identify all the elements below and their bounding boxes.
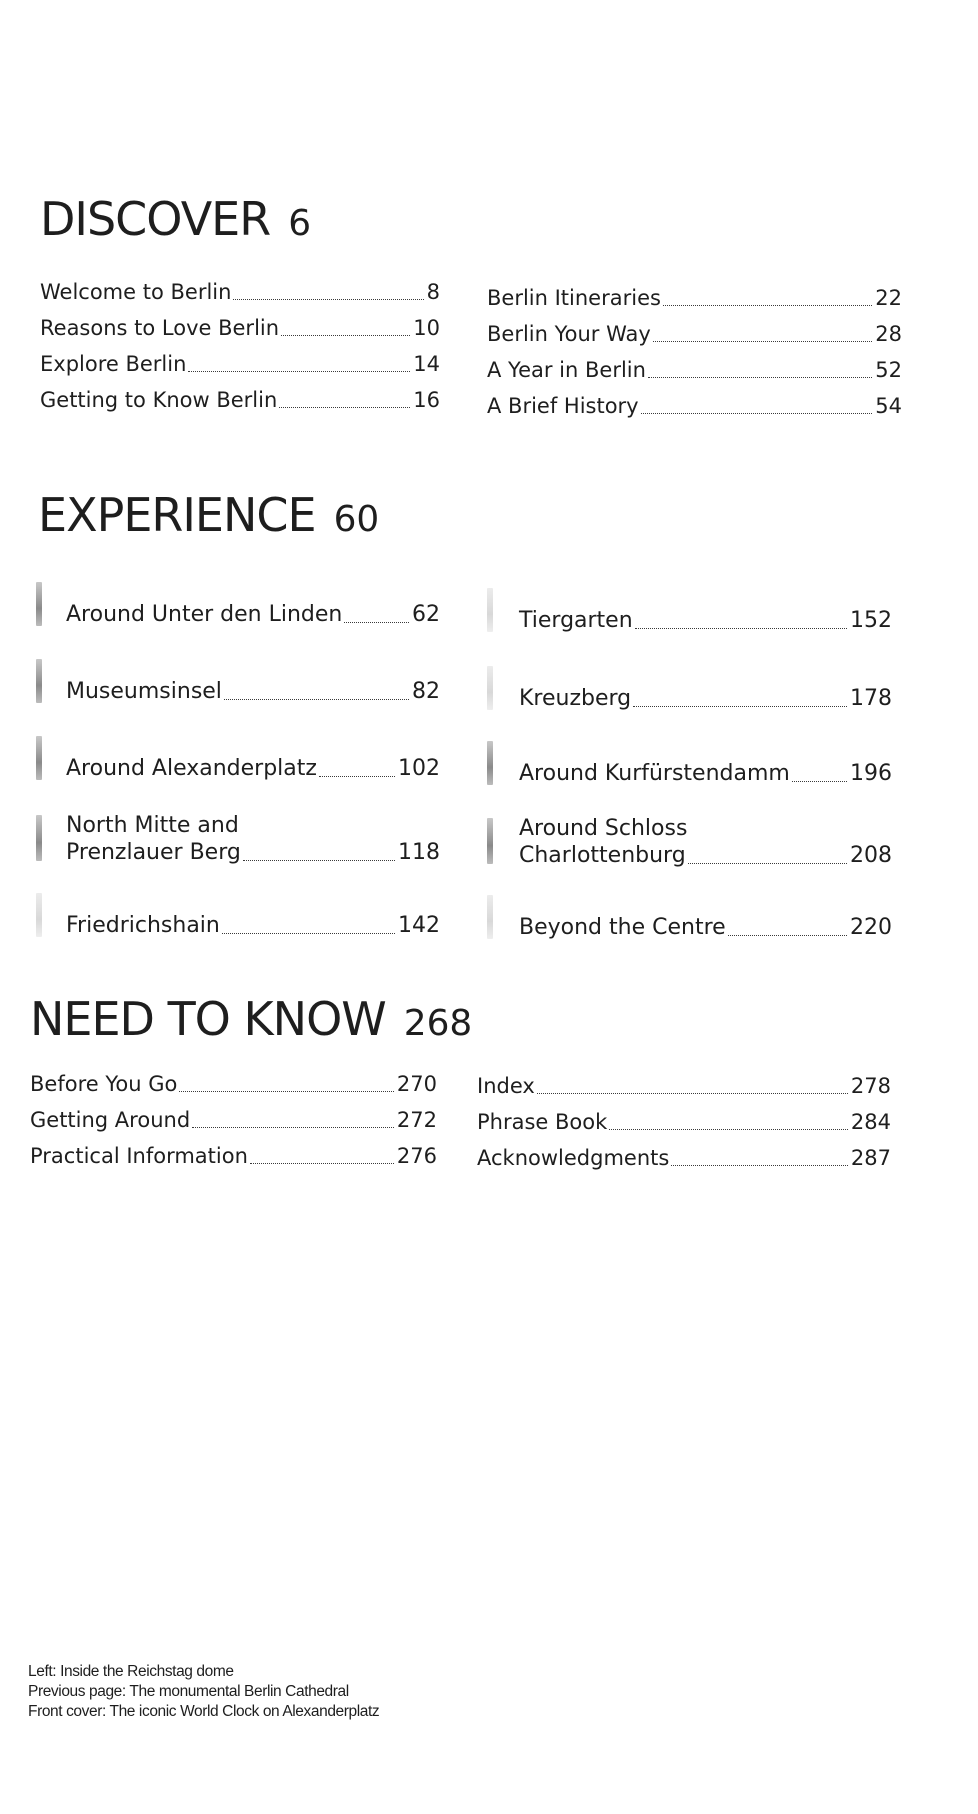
dot-leader xyxy=(537,1092,848,1094)
color-bar xyxy=(487,741,493,785)
color-bar xyxy=(487,818,493,864)
experience-entry[interactable] xyxy=(487,741,892,787)
experience-title: EXPERIENCE xyxy=(38,488,316,542)
toc-entry[interactable] xyxy=(40,282,440,303)
experience-entry[interactable] xyxy=(36,659,440,705)
toc-entry xyxy=(66,604,440,626)
experience-entry[interactable] xyxy=(36,815,440,865)
toc-entry[interactable] xyxy=(487,324,902,345)
dot-leader xyxy=(279,406,410,408)
toc-entry-page: 208 xyxy=(850,843,892,868)
dot-leader xyxy=(671,1164,848,1166)
color-bar xyxy=(487,588,493,632)
dot-leader xyxy=(319,775,395,777)
toc-entry-page: 62 xyxy=(412,602,440,627)
toc-entry-label: Reasons to Love Berlin xyxy=(40,316,280,340)
toc-entry-label: Berlin Itineraries xyxy=(487,286,661,310)
dot-leader xyxy=(688,862,847,864)
dot-leader xyxy=(635,627,847,629)
experience-entry[interactable] xyxy=(487,588,892,634)
dot-leader xyxy=(609,1128,848,1130)
toc-entry-label-line1: Around Schloss xyxy=(519,816,688,841)
toc-entry[interactable] xyxy=(487,360,902,381)
dot-leader xyxy=(344,621,409,623)
toc-entry[interactable] xyxy=(487,288,902,309)
toc-entry xyxy=(66,915,440,937)
color-bar xyxy=(36,659,42,703)
need-to-know-title: NEED TO KNOW xyxy=(30,992,386,1046)
toc-entry-page: 287 xyxy=(850,1146,891,1170)
toc-entry-page: 178 xyxy=(850,686,892,711)
toc-entry-page: 220 xyxy=(850,915,892,940)
toc-entry-label: Tiergarten xyxy=(519,608,633,633)
toc-entry-page: 16 xyxy=(413,388,440,412)
toc-entry[interactable] xyxy=(30,1146,437,1167)
toc-entry-label: A Year in Berlin xyxy=(487,358,646,382)
toc-entry-label: Getting to Know Berlin xyxy=(40,388,278,412)
toc-entry[interactable] xyxy=(477,1148,891,1169)
caption-line: Previous page: The monumental Berlin Cathedral xyxy=(28,1683,349,1700)
dot-leader xyxy=(233,298,423,300)
toc-entry-page: 10 xyxy=(413,316,440,340)
dot-leader xyxy=(179,1090,394,1092)
toc-entry-label: Phrase Book xyxy=(477,1110,608,1134)
color-bar xyxy=(36,815,42,861)
toc-entry[interactable] xyxy=(487,396,902,417)
experience-entry[interactable] xyxy=(36,893,440,939)
toc-entry[interactable] xyxy=(30,1110,437,1131)
toc-entry xyxy=(519,763,892,785)
experience-entry[interactable] xyxy=(487,666,892,712)
toc-entry[interactable] xyxy=(477,1112,891,1133)
experience-entry[interactable] xyxy=(487,818,892,868)
toc-entry-page: 82 xyxy=(412,679,440,704)
toc-entry-label: Welcome to Berlin xyxy=(40,280,232,304)
toc-entry-page: 270 xyxy=(396,1072,437,1096)
dot-leader xyxy=(648,376,872,378)
toc-entry-label: Kreuzberg xyxy=(519,686,632,711)
toc-entry-page: 278 xyxy=(850,1074,891,1098)
toc-entry-label: Around Alexanderplatz xyxy=(66,756,317,781)
toc-entry-label: Friedrichshain xyxy=(66,913,220,938)
toc-entry xyxy=(66,681,440,703)
caption-line: Front cover: The iconic World Clock on Alexanderplatz xyxy=(28,1703,380,1720)
dot-leader xyxy=(633,705,847,707)
dot-leader xyxy=(641,412,873,414)
toc-entry-page: 54 xyxy=(875,394,902,418)
toc-entry-label: Beyond the Centre xyxy=(519,915,726,940)
experience-entry[interactable] xyxy=(487,895,892,941)
toc-entry[interactable] xyxy=(477,1076,891,1097)
toc-entry-page: 276 xyxy=(396,1144,437,1168)
caption-line: Left: Inside the Reichstag dome xyxy=(28,1663,234,1680)
toc-entry xyxy=(519,610,892,632)
toc-entry-label: Around Unter den Linden xyxy=(66,602,343,627)
dot-leader xyxy=(188,370,410,372)
toc-entry xyxy=(519,845,892,867)
dot-leader xyxy=(792,780,847,782)
dot-leader xyxy=(728,934,847,936)
dot-leader xyxy=(243,859,395,861)
toc-entry-label: Museumsinsel xyxy=(66,679,222,704)
toc-entry xyxy=(519,917,892,939)
toc-entry-label: Index xyxy=(477,1074,535,1098)
dot-leader xyxy=(250,1162,394,1164)
toc-entry-page: 142 xyxy=(398,913,440,938)
color-bar xyxy=(487,666,493,710)
toc-entry-label: Berlin Your Way xyxy=(487,322,651,346)
color-bar xyxy=(36,582,42,626)
toc-entry-label: Acknowledgments xyxy=(477,1146,670,1170)
discover-heading xyxy=(40,192,312,246)
dot-leader xyxy=(192,1126,394,1128)
dot-leader xyxy=(281,334,410,336)
need-to-know-page: 268 xyxy=(403,1003,473,1044)
toc-entry-page: 14 xyxy=(413,352,440,376)
dot-leader xyxy=(224,698,409,700)
toc-entry-label: Before You Go xyxy=(30,1072,178,1096)
experience-heading xyxy=(38,488,380,542)
experience-entry[interactable] xyxy=(36,736,440,782)
experience-page: 60 xyxy=(333,499,380,540)
toc-entry xyxy=(519,688,892,710)
toc-entry xyxy=(66,842,440,864)
discover-page: 6 xyxy=(288,203,312,244)
toc-entry-page: 28 xyxy=(875,322,902,346)
toc-entry-page: 152 xyxy=(850,608,892,633)
toc-entry[interactable] xyxy=(30,1074,437,1095)
toc-entry-label: Practical Information xyxy=(30,1144,248,1168)
toc-entry-label-line1: North Mitte and xyxy=(66,813,239,838)
toc-entry[interactable] xyxy=(40,318,440,339)
toc-entry-page: 22 xyxy=(875,286,902,310)
toc-entry[interactable] xyxy=(40,390,440,411)
toc-entry-page: 52 xyxy=(875,358,902,382)
toc-entry[interactable] xyxy=(40,354,440,375)
toc-entry-label: Charlottenburg xyxy=(519,843,686,868)
toc-entry-label: Around Kurfürstendamm xyxy=(519,761,790,786)
dot-leader xyxy=(222,932,395,934)
toc-entry-page: 284 xyxy=(850,1110,891,1134)
discover-title: DISCOVER xyxy=(40,192,271,246)
toc-entry-label: Prenzlauer Berg xyxy=(66,840,241,865)
need-to-know-heading xyxy=(30,992,473,1046)
color-bar xyxy=(36,736,42,780)
toc-entry-page: 196 xyxy=(850,761,892,786)
dot-leader xyxy=(653,340,872,342)
toc-entry-label: A Brief History xyxy=(487,394,639,418)
photo-captions xyxy=(28,1662,379,1722)
toc-entry-label: Getting Around xyxy=(30,1108,191,1132)
dot-leader xyxy=(663,304,872,306)
toc-entry-label: Explore Berlin xyxy=(40,352,187,376)
color-bar xyxy=(487,895,493,939)
toc-entry-page: 118 xyxy=(398,840,440,865)
color-bar xyxy=(36,893,42,937)
experience-entry[interactable] xyxy=(36,582,440,628)
toc-entry-page: 8 xyxy=(426,280,440,304)
toc-entry-page: 102 xyxy=(398,756,440,781)
toc-entry xyxy=(66,758,440,780)
toc-entry-page: 272 xyxy=(396,1108,437,1132)
